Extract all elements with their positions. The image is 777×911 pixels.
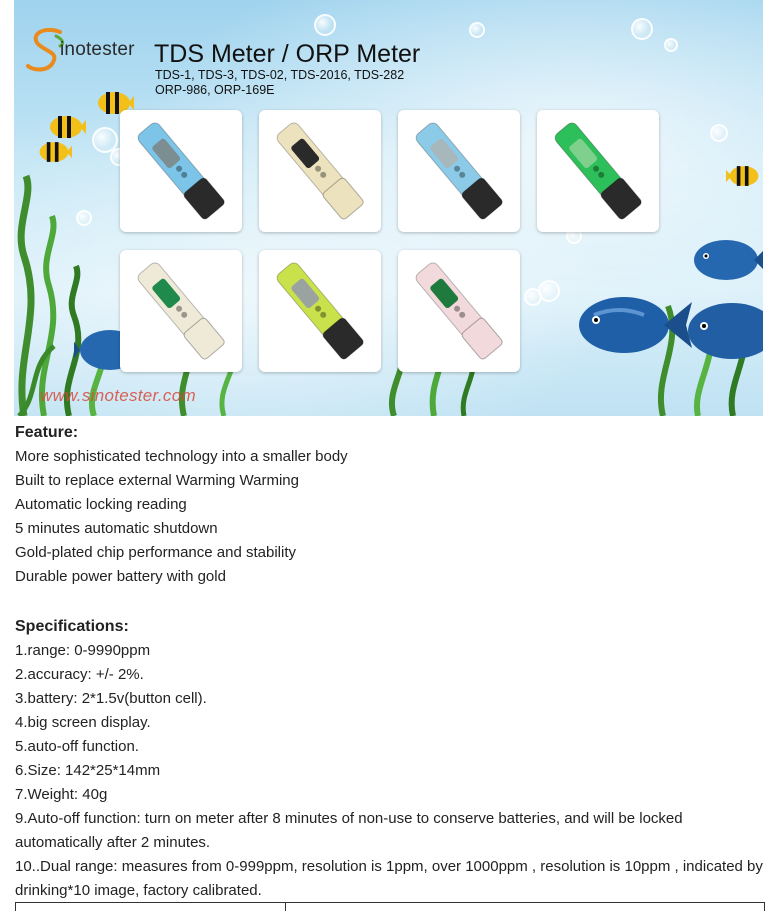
product-image-tile — [120, 250, 242, 372]
table-border — [285, 903, 286, 911]
feature-item: Built to replace external Warming Warming — [15, 472, 299, 489]
blue-fish-icon — [690, 232, 763, 287]
specification-item: 10..Dual range: measures from 0-999ppm, resolution is 1ppm, over 1000ppm , resolution is 10ppm , indicated by drinking*10 image, factory calibrated. — [15, 858, 763, 899]
tds-meter-pen-icon — [537, 110, 659, 232]
feature-item: Durable power battery with gold — [15, 568, 226, 585]
bubble — [314, 14, 336, 36]
table-border — [15, 903, 16, 911]
feature-item: 5 minutes automatic shutdown — [15, 520, 218, 537]
tds-meter-pen-icon — [259, 110, 381, 232]
product-image-tile — [398, 250, 520, 372]
feature-heading: Feature: — [15, 424, 79, 441]
product-image-tile — [259, 250, 381, 372]
model-list-line: TDS-1, TDS-3, TDS-02, TDS-2016, TDS-282 — [155, 68, 405, 82]
banner-title: TDS Meter / ORP Meter — [154, 40, 421, 68]
specifications-heading: Specifications: — [15, 618, 129, 635]
yellow-fish-icon — [726, 162, 762, 190]
tds-meter-pen-icon — [398, 110, 520, 232]
specification-item: 9.Auto-off function: turn on meter after 8 minutes of non-use to conserve batteries, and will be locked automatically after 2 minutes. — [15, 810, 683, 851]
tds-meter-pen-icon — [120, 110, 242, 232]
feature-list — [15, 445, 765, 589]
blue-fish-icon — [682, 296, 763, 366]
brand-name: inotester — [60, 39, 135, 60]
model-list-line: ORP-986, ORP-169E — [155, 83, 275, 97]
bubble — [710, 124, 728, 142]
bubble — [469, 22, 485, 38]
blue-fish-icon — [574, 290, 694, 360]
feature-item: More sophisticated technology into a smaller body — [15, 448, 348, 465]
specification-item: 3.battery: 2*1.5v(button cell). — [15, 690, 207, 707]
specification-item: 5.auto-off function. — [15, 738, 139, 755]
bubble — [538, 280, 560, 302]
product-image-tile — [398, 110, 520, 232]
website-watermark: www.sinotester.com — [40, 386, 196, 405]
tds-meter-pen-icon — [398, 250, 520, 372]
product-image-tile — [537, 110, 659, 232]
specifications-list — [15, 639, 765, 903]
yellow-fish-icon — [36, 138, 72, 166]
sinotester-logo — [26, 22, 151, 72]
spacer — [15, 589, 765, 613]
product-description — [15, 421, 765, 903]
product-image-tile — [259, 110, 381, 232]
specification-item: 7.Weight: 40g — [15, 786, 108, 803]
product-banner — [14, 0, 763, 416]
table-border — [764, 903, 765, 911]
product-image-tile — [120, 110, 242, 232]
feature-item: Gold-plated chip performance and stability — [15, 544, 296, 561]
specification-item: 1.range: 0-9990ppm — [15, 642, 151, 659]
specification-item: 2.accuracy: +/- 2%. — [15, 666, 144, 683]
feature-item: Automatic locking reading — [15, 496, 187, 513]
tds-meter-pen-icon — [259, 250, 381, 372]
model-list — [155, 68, 404, 98]
specification-item: 4.big screen display. — [15, 714, 151, 731]
bubble — [631, 18, 653, 40]
bubble — [664, 38, 678, 52]
tds-meter-pen-icon — [120, 250, 242, 372]
specification-item: 6.Size: 142*25*14mm — [15, 762, 161, 779]
